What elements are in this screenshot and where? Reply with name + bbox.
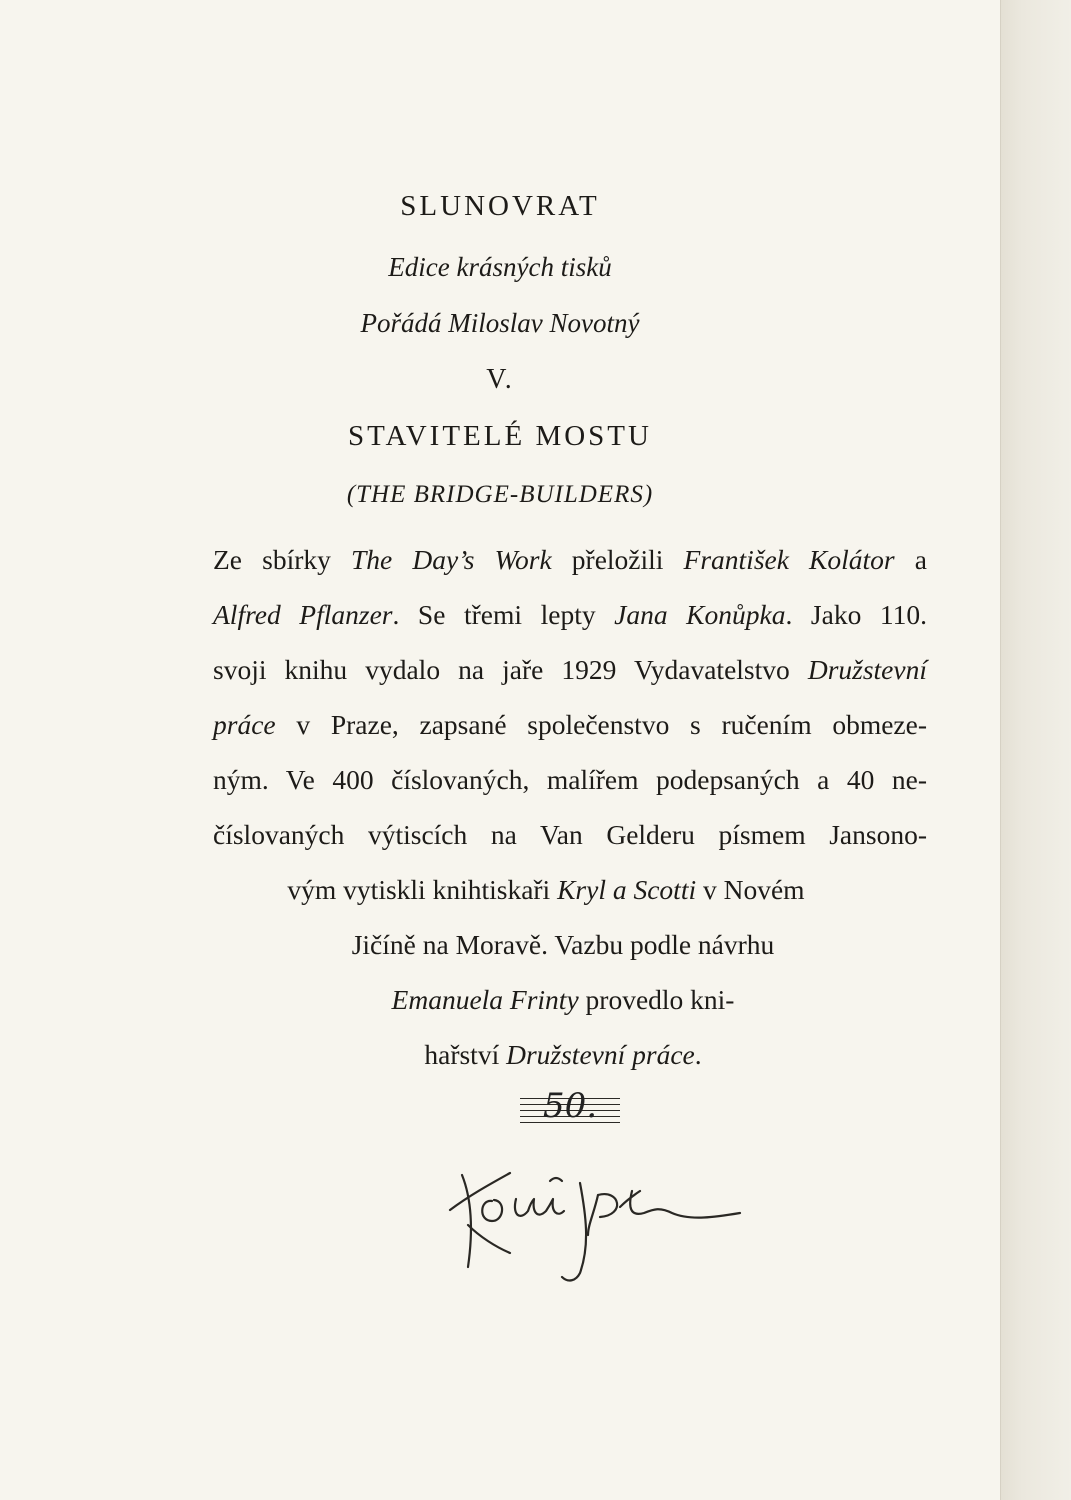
page-edge bbox=[1000, 0, 1071, 1500]
colophon-line-10: hařství Družstevní práce. bbox=[424, 1039, 702, 1070]
series-name: SLUNOVRAT bbox=[400, 190, 600, 222]
colophon-line-7: vým vytiskli knihtiskaři Kryl a Scotti v Novém bbox=[287, 874, 805, 905]
editor-line: Pořádá Miloslav Novotný bbox=[360, 308, 640, 338]
original-title: (THE BRIDGE-BUILDERS) bbox=[346, 481, 654, 508]
colophon-line-6: číslovaných výtiscích na Van Gelderu písmem Jansono- bbox=[213, 819, 927, 850]
handwritten-signature bbox=[440, 1155, 760, 1285]
copy-number: 50. bbox=[542, 1086, 598, 1126]
book-title: STAVITELÉ MOSTU bbox=[348, 420, 652, 452]
colophon-line-1: Ze sbírky The Day’s Work přeložili František Kolátor a bbox=[213, 544, 927, 575]
colophon-line-3: svoji knihu vydalo na jaře 1929 Vydavatelstvo Družstevní bbox=[213, 654, 927, 685]
colophon bbox=[213, 532, 927, 1082]
colophon-line-8: Jičíně na Moravě. Vazbu podle návrhu bbox=[351, 929, 775, 960]
colophon-line-9: Emanuela Frinty provedlo kni- bbox=[391, 984, 735, 1015]
colophon-line-2: Alfred Pflanzer. Se třemi lepty Jana Konůpka. Jako 110. bbox=[213, 599, 928, 630]
colophon-line-4: práce v Praze, zapsané společenstvo s ručením obmeze- bbox=[213, 709, 927, 740]
colophon-line-5: ným. Ve 400 číslovaných, malířem podepsaných a 40 ne- bbox=[213, 764, 927, 795]
copy-number-box bbox=[520, 1088, 620, 1136]
volume-number: V. bbox=[486, 364, 514, 395]
series-subtitle: Edice krásných tisků bbox=[388, 252, 612, 282]
